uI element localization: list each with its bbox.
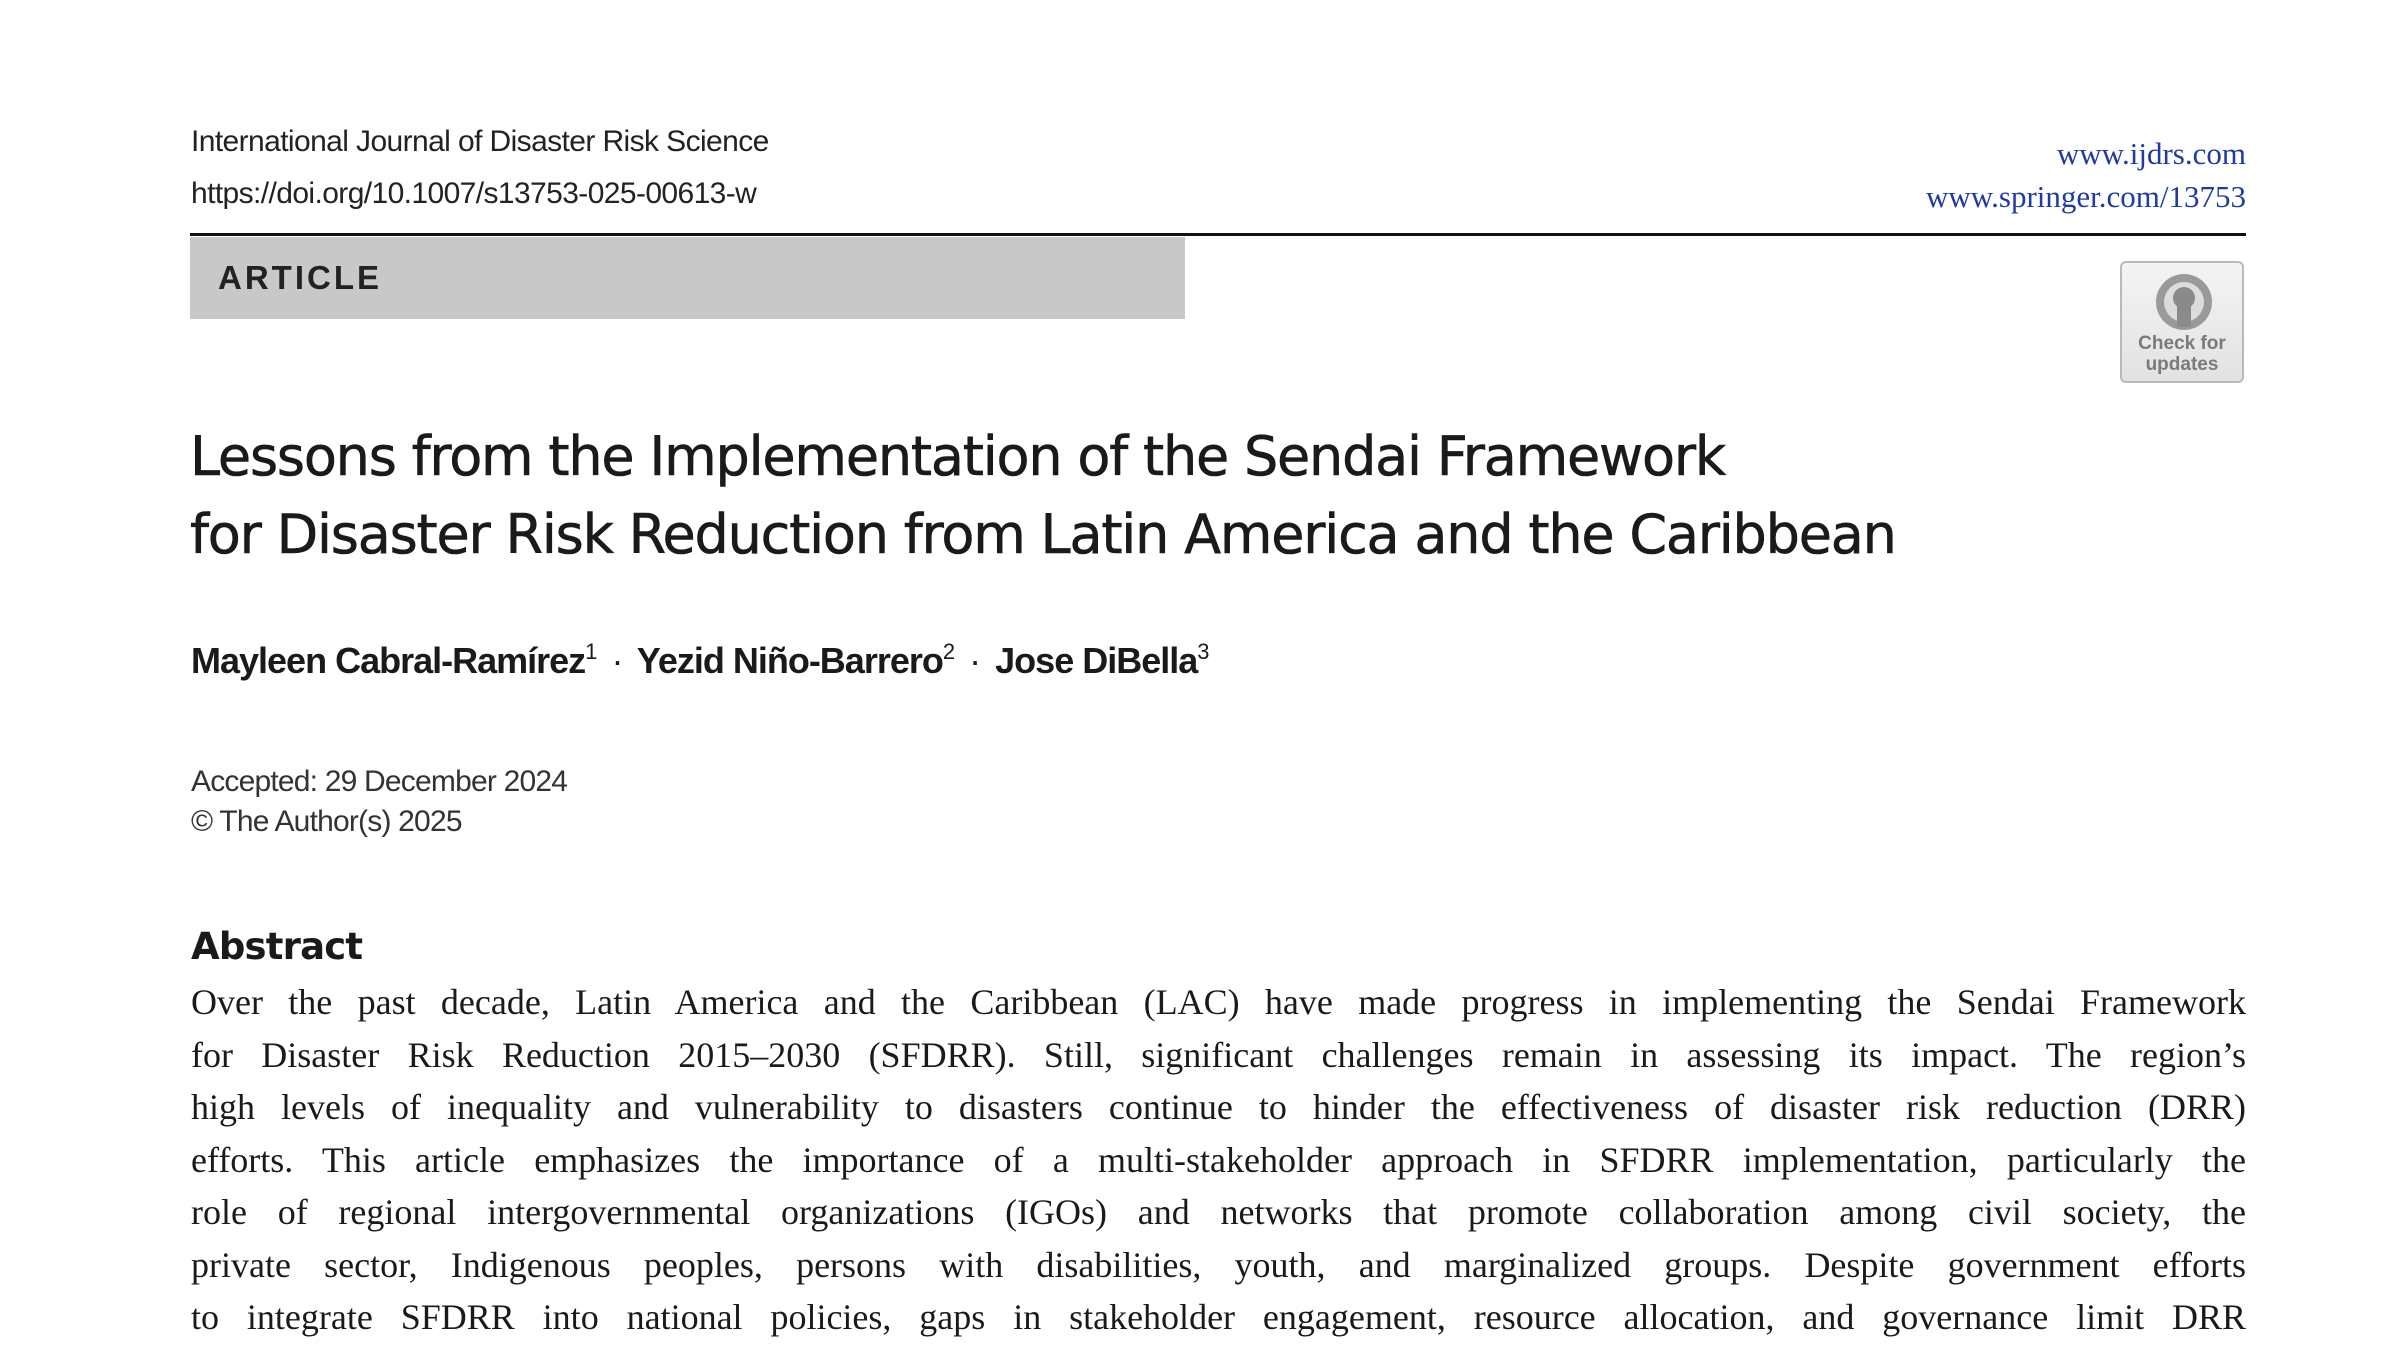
author-affiliation: 3 xyxy=(1197,639,1209,664)
article-type-label: ARTICLE xyxy=(218,259,382,296)
title-line-2: for Disaster Risk Reduction from Latin America and the Caribbean xyxy=(190,503,1896,566)
author-affiliation: 2 xyxy=(942,639,955,664)
journal-website-link[interactable]: www.ijdrs.com xyxy=(2056,136,2246,171)
springer-link[interactable]: www.springer.com/13753 xyxy=(1925,179,2246,214)
article-type-banner xyxy=(190,237,1185,319)
journal-name: International Journal of Disaster Risk Science xyxy=(191,125,769,158)
abstract-line: Over the past decade, Latin America and the Caribbean (LAC) have made progress in implementing the Sendai Framework xyxy=(191,982,2246,1022)
check-for-updates-label: Check for updates xyxy=(2138,333,2226,375)
abstract-heading: Abstract xyxy=(191,925,363,968)
abstract-line: private sector, Indigenous peoples, persons with disabilities, youth, and marginalized groups. Despite government efforts xyxy=(191,1244,2246,1285)
abstract-line: role of regional intergovernmental organizations (IGOs) and networks that promote collaboration among civil society, the xyxy=(191,1192,2246,1232)
journal-links xyxy=(1926,132,2246,218)
author-list xyxy=(191,635,1209,692)
title-line-1: Lessons from the Implementation of the Sendai Framework xyxy=(190,425,1725,488)
check-for-updates-button[interactable] xyxy=(2120,261,2244,383)
article-title xyxy=(190,418,1896,574)
author-name[interactable]: Mayleen Cabral-Ramírez xyxy=(191,640,586,681)
doi-link[interactable]: https://doi.org/10.1007/s13753-025-00613-w xyxy=(191,177,757,210)
abstract-text xyxy=(191,976,2246,1344)
crossmark-icon xyxy=(2153,271,2215,333)
header-rule xyxy=(190,233,2246,236)
copyright-notice: © The Author(s) 2025 xyxy=(191,805,462,838)
abstract-line: efforts. This article emphasizes the importance of a multi-stakeholder approach in SFDRR implementation, particularly the xyxy=(191,1139,2246,1180)
author-name[interactable]: Yezid Niño-Barrero xyxy=(636,640,943,681)
journal-header xyxy=(191,116,769,220)
publication-dates xyxy=(191,762,567,842)
abstract-line: high levels of inequality and vulnerability to disasters continue to hinder the effectiveness of disaster risk reduction (DRR) xyxy=(191,1087,2246,1127)
abstract-line: to integrate SFDRR into national policies, gaps in stakeholder engagement, resource allocation, and governance limit DRR xyxy=(191,1297,2246,1337)
abstract-line: for Disaster Risk Reduction 2015–2030 (SFDRR). Still, significant challenges remain in assessing its impact. The region’s xyxy=(191,1034,2246,1075)
author-affiliation: 1 xyxy=(585,639,597,664)
author-name[interactable]: Jose DiBella xyxy=(995,640,1198,681)
author-separator: · xyxy=(611,640,623,681)
accepted-date: Accepted: 29 December 2024 xyxy=(191,765,568,798)
author-separator: · xyxy=(969,640,981,681)
